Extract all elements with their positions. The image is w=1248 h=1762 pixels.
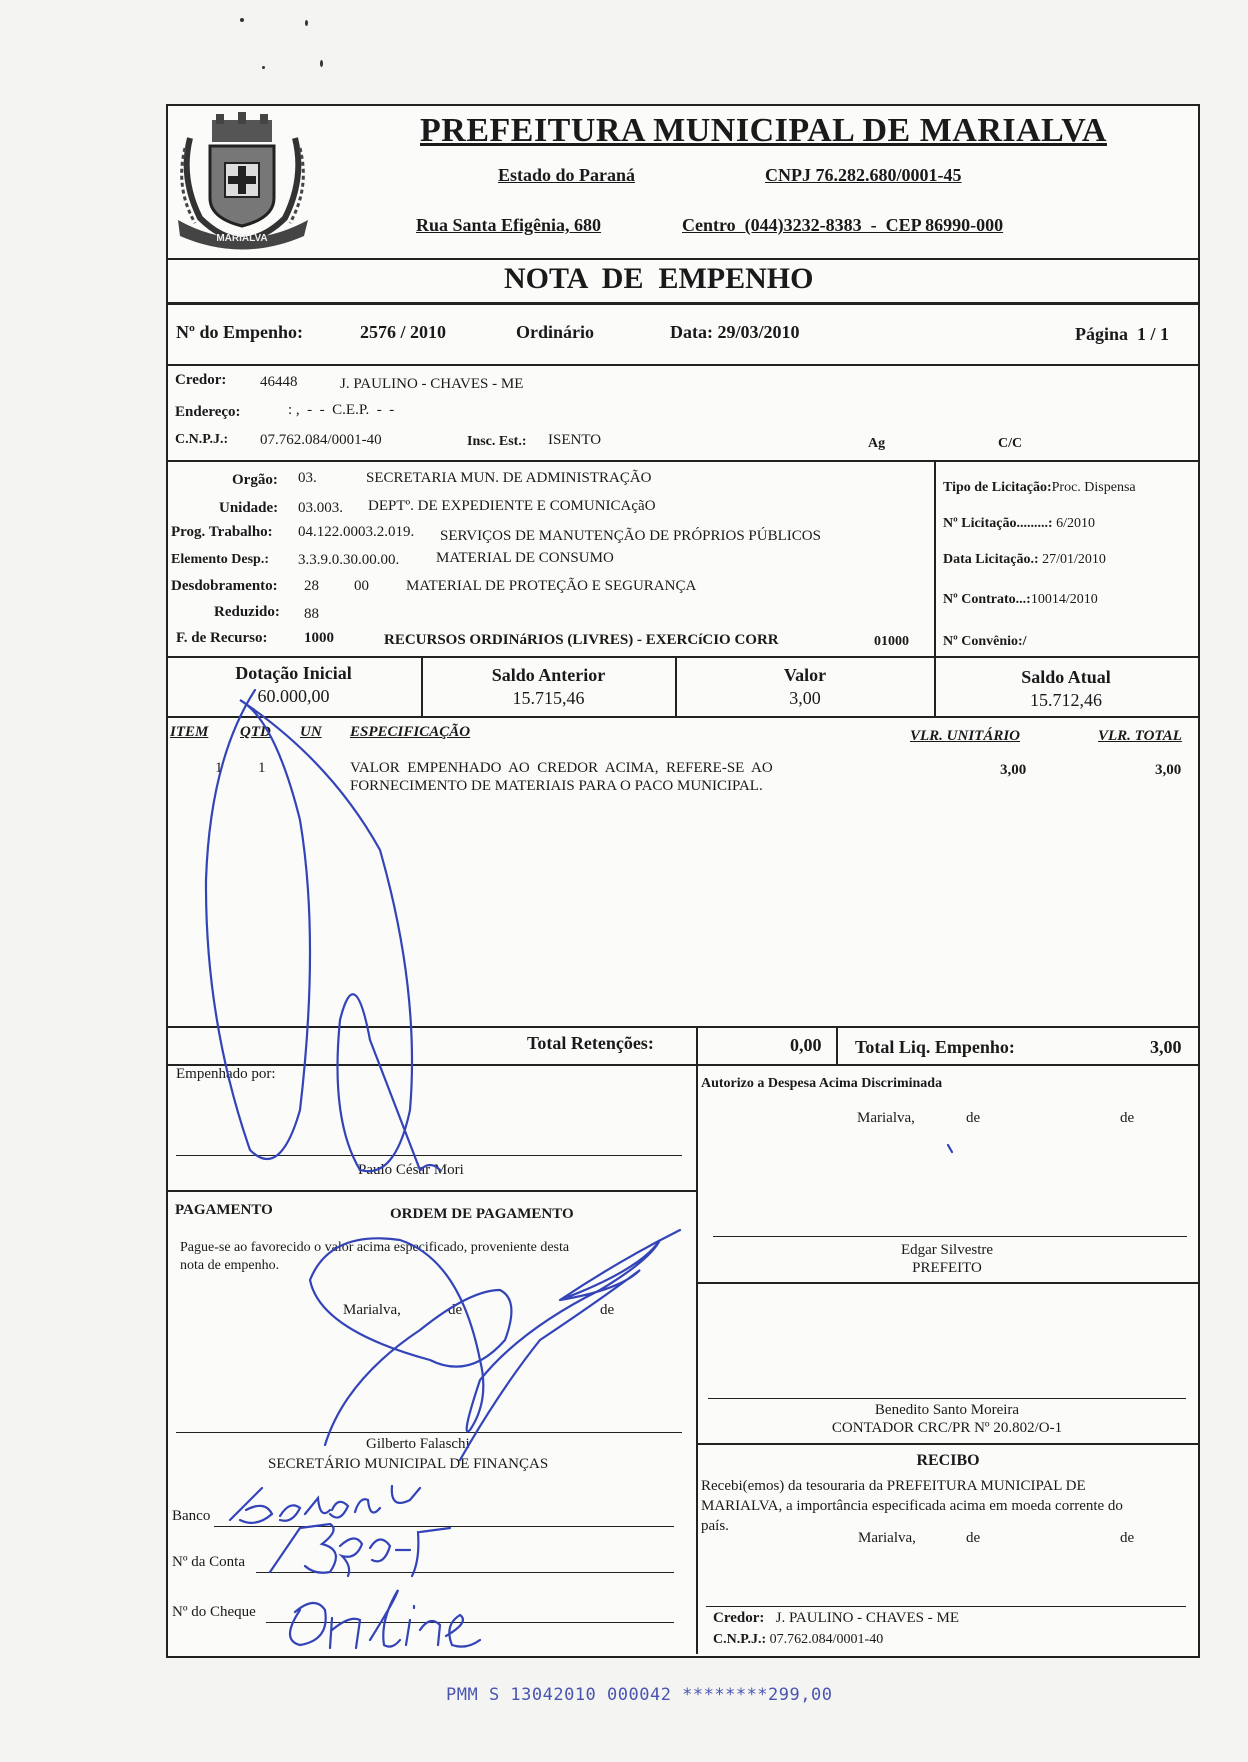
col-un: UN (300, 724, 322, 740)
state-label: Estado do Paraná (498, 165, 636, 185)
prefeito-name: Edgar Silvestre (900, 1242, 994, 1258)
autorizo-de-2: de (1120, 1110, 1135, 1126)
pagamento-label: PAGAMENTO (175, 1202, 273, 1218)
endereco-label: Endereço: (175, 404, 241, 420)
bank-stamp: PMM S 13042010 000042 ********299,00 (446, 1685, 833, 1705)
saldo-atual-label: Saldo Atual (1021, 667, 1111, 687)
org-cnpj: CNPJ 76.282.680/0001-45 (765, 165, 962, 185)
autorizo-label: Autorizo a Despesa Acima Discriminada (701, 1076, 943, 1091)
secretario-title: SECRETÁRIO MUNICIPAL DE FINANÇAS (268, 1456, 549, 1472)
empenho-date: Data: 29/03/2010 (670, 322, 800, 342)
autorizo-cidade: Marialva, (857, 1110, 915, 1126)
empenhado-por-name: Paulo César Mori (358, 1162, 464, 1178)
fonte-code: 1000 (304, 630, 334, 646)
cc-label: C/C (998, 436, 1023, 451)
pagamento-de-2: de (600, 1302, 615, 1318)
orgao-code: 03. (298, 470, 317, 486)
recibo-credor: Credor: J. PAULINO - CHAVES - ME (713, 1610, 959, 1626)
elemento-label: Elemento Desp.: (171, 552, 269, 567)
orgao-name: SECRETARIA MUN. DE ADMINISTRAÇÃO (366, 470, 652, 486)
total-liquido-label: Total Liq. Empenho: (855, 1037, 1015, 1057)
numero-convenio: Nº Convênio:/ (943, 634, 1027, 649)
credor-label: Credor: (175, 372, 227, 388)
recibo-texto-2: MARIALVA, a importância especificada acima em moeda corrente do (701, 1498, 1123, 1514)
unidade-label: Unidade: (219, 500, 279, 516)
col-especificacao: ESPECIFICAÇÃO (350, 724, 471, 740)
scan-speck (240, 18, 244, 22)
desdobramento-code2: 00 (354, 578, 369, 594)
scan-speck (320, 60, 323, 67)
orgao-label: Orgão: (232, 472, 278, 488)
unidade-name: DEPTº. DE EXPEDIENTE E COMUNICAçãO (368, 498, 656, 514)
credor-cnpj: 07.762.084/0001-40 (260, 432, 382, 448)
org-address: Rua Santa Efigênia, 680 (416, 215, 602, 235)
saldo-atual-value: 15.712,46 (1030, 690, 1102, 710)
org-address-contact: Centro (044)3232-8383 - CEP 86990-000 (682, 215, 1004, 235)
data-licitacao: Data Licitação.: 27/01/2010 (943, 552, 1106, 567)
empenho-number-label: Nº do Empenho: (176, 322, 303, 342)
cnpj-label: C.N.P.J.: (175, 432, 229, 447)
item-valor-unitario: 3,00 (1000, 762, 1027, 778)
desdobramento-code1: 28 (304, 578, 319, 594)
ordem-pagamento-label: ORDEM DE PAGAMENTO (390, 1206, 574, 1222)
col-valor-total: VLR. TOTAL (1098, 728, 1182, 744)
total-retencoes-value: 0,00 (790, 1035, 822, 1055)
credor-insc: ISENTO (548, 432, 602, 448)
pagamento-de-1: de (448, 1302, 463, 1318)
page-number: Página 1 / 1 (1075, 324, 1170, 344)
col-item: ITEM (170, 724, 209, 740)
credor-code: 46448 (260, 374, 298, 390)
tipo-licitacao: Tipo de Licitação:Proc. Dispensa (943, 480, 1136, 495)
scan-speck (305, 20, 308, 26)
numero-licitacao: Nº Licitação.........: 6/2010 (943, 516, 1095, 531)
insc-label: Insc. Est.: (467, 434, 527, 449)
autorizo-de-1: de (966, 1110, 981, 1126)
crest-banner-text: MARIALVA (216, 233, 268, 244)
item-especificacao-2: FORNECIMENTO DE MATERIAIS PARA O PACO MUNICIPAL. (350, 778, 763, 794)
total-retencoes-label: Total Retenções: (527, 1033, 654, 1053)
scan-speck (262, 66, 265, 69)
prog-label: Prog. Trabalho: (171, 524, 273, 540)
secretario-name: Gilberto Falaschi (366, 1436, 470, 1452)
item-valor-total: 3,00 (1155, 762, 1182, 778)
dotacao-inicial-label: Dotação Inicial (235, 663, 352, 683)
desdobramento-name: MATERIAL DE PROTEÇÃO E SEGURANÇA (406, 578, 697, 594)
pagamento-texto-1: Pague-se ao favorecido o valor acima especificado, proveniente desta (180, 1240, 570, 1255)
coat-of-arms-logo (170, 108, 315, 253)
valor-value: 3,00 (789, 688, 821, 708)
fonte-label: F. de Recurso: (176, 630, 268, 646)
recibo-texto-3: país. (701, 1518, 729, 1534)
desdobramento-label: Desdobramento: (171, 578, 278, 594)
item-especificacao-1: VALOR EMPENHADO AO CREDOR ACIMA, REFERE-SE AO (350, 760, 773, 776)
prog-name: SERVIÇOS DE MANUTENÇÃO DE PRÓPRIOS PÚBLICOS (440, 528, 821, 544)
pagamento-cidade: Marialva, (343, 1302, 401, 1318)
col-valor-unitario: VLR. UNITÁRIO (910, 728, 1021, 744)
recibo-de-2: de (1120, 1530, 1135, 1546)
cheque-label: Nº do Cheque (172, 1604, 256, 1620)
recibo-cnpj: C.N.P.J.: 07.762.084/0001-40 (713, 1632, 884, 1647)
empenho-number: 2576 / 2010 (360, 322, 447, 342)
saldo-anterior-value: 15.715,46 (512, 688, 585, 708)
valor-label: Valor (783, 665, 827, 685)
elemento-code: 3.3.9.0.30.00.00. (298, 552, 400, 568)
total-liquido-value: 3,00 (1150, 1037, 1182, 1057)
contador-name: Benedito Santo Moreira (874, 1402, 1020, 1418)
dotacao-inicial-value: 60.000,00 (257, 686, 330, 706)
fonte-name: RECURSOS ORDINáRIOS (LIVRES) - EXERCíCIO CORR (384, 632, 779, 648)
ag-label: Ag (868, 436, 886, 451)
empenhado-por-label: Empenhado por: (176, 1066, 276, 1082)
fonte-code2: 01000 (874, 634, 909, 649)
col-qtd: QTD (240, 724, 271, 740)
prog-code: 04.122.0003.2.019. (298, 524, 415, 540)
unidade-code: 03.003. (298, 500, 343, 516)
recibo-label: RECIBO (916, 1452, 980, 1469)
item-qtd: 1 (258, 760, 266, 776)
prefeito-title: PREFEITO (912, 1260, 982, 1276)
document-title: NOTA DE EMPENHO (504, 262, 814, 295)
item-number: 1 (215, 760, 223, 776)
credor-name: J. PAULINO - CHAVES - ME (340, 376, 524, 392)
conta-label: Nº da Conta (172, 1554, 245, 1570)
pagamento-texto-2: nota de empenho. (180, 1258, 280, 1273)
elemento-name: MATERIAL DE CONSUMO (436, 550, 614, 566)
recibo-cidade: Marialva, (858, 1530, 916, 1546)
saldo-anterior-label: Saldo Anterior (491, 665, 606, 685)
banco-label: Banco (172, 1508, 211, 1524)
credor-address: : , - - C.E.P. - - (288, 402, 395, 418)
reduzido-value: 88 (304, 606, 319, 622)
recibo-de-1: de (966, 1530, 981, 1546)
empenho-type: Ordinário (516, 322, 595, 342)
numero-contrato: Nº Contrato...:10014/2010 (943, 592, 1098, 607)
org-title: PREFEITURA MUNICIPAL DE MARIALVA (420, 112, 1107, 149)
recibo-texto-1: Recebi(emos) da tesouraria da PREFEITURA MUNICIPAL DE (701, 1478, 1086, 1494)
contador-title: CONTADOR CRC/PR Nº 20.802/O-1 (831, 1420, 1063, 1436)
reduzido-label: Reduzido: (214, 604, 280, 620)
